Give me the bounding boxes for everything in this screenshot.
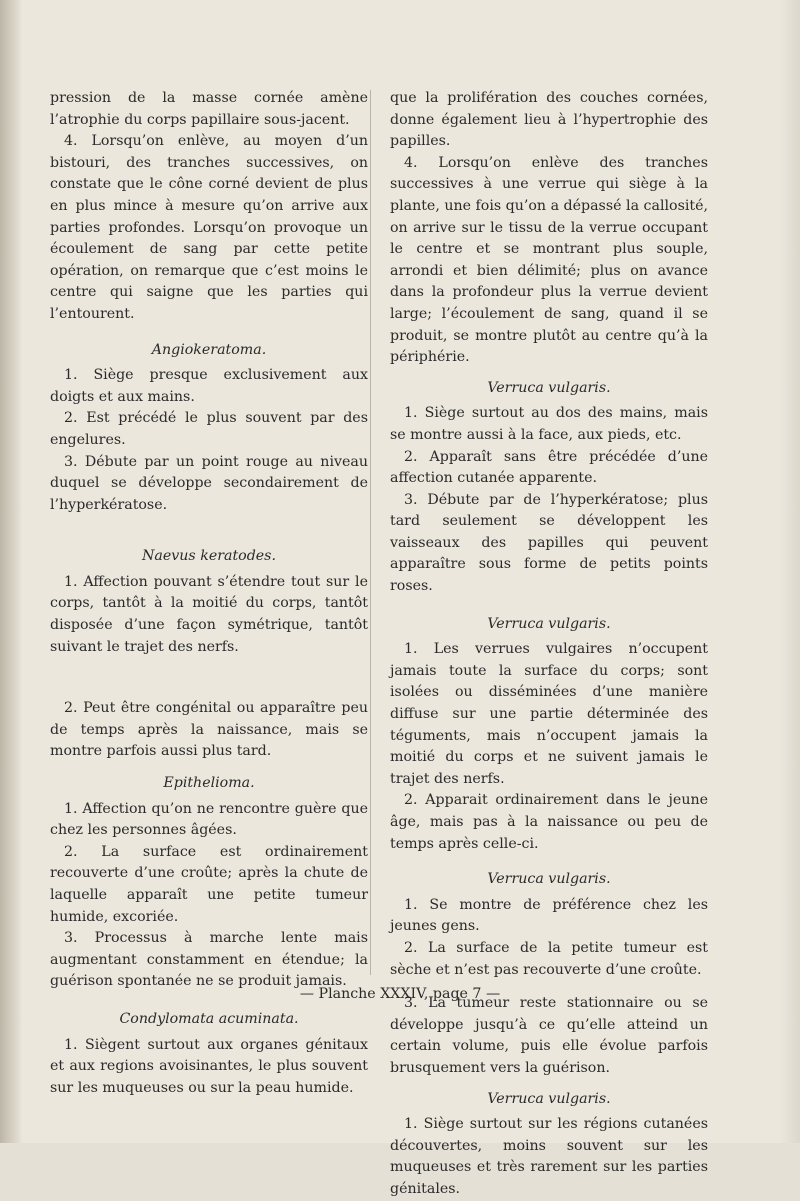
angiokeratoma-heading: Angiokeratoma.: [151, 341, 267, 358]
verruca1-item-1: 1. Siège surtout au dos des mains, mais se montre aussi à la face, aux pieds, etc.: [390, 405, 708, 443]
verruca2-item-2: 2. Apparait ordinairement dans le jeune âge, mais pas à la naissance ou peu de temps après celle-ci.: [390, 792, 708, 852]
verruca1-item-2: 2. Apparaît sans être précédée d’une affection cutanée apparente.: [390, 448, 708, 487]
naevus-item-2: 2. Peut être congénital ou apparaître peu de temps après la naissance, mais se montre parfois aussi plus tard.: [50, 700, 368, 760]
verruca-heading-3: Verruca vulgaris.: [487, 871, 611, 888]
verruca3-item-1: 1. Se montre de préférence chez les jeunes gens.: [390, 896, 708, 935]
angiokeratoma-item-3: 3. Débute par un point rouge au niveau duquel se développe secondairement de l’hyperkératose.: [50, 453, 368, 513]
right-intro-continuation: que la prolifération des couches cornées, donne également lieu à l’hypertrophie des papilles.: [390, 90, 708, 150]
condylomata-heading: Condylomata acuminata.: [119, 1010, 299, 1027]
left-intro-point-4: 4. Lorsqu’on enlève, au moyen d’un bistouri, des tranches successives, on constate que le cône corné devient de plus en plus mince à mesure qu’on arrive aux parties profondes. Lorsqu’on provoque un écoulement de sang par cette petite opération, on remarque que c’est moins le centre qui saigne que les parties qui l’entourent.: [50, 133, 368, 322]
epithelioma-heading: Epithelioma.: [163, 775, 255, 792]
binding-shadow: [0, 0, 22, 1143]
epithelioma-item-3: 3. Processus à marche lente mais augmentant constamment en étendue; la guérison spontanée ne se produit jamais.: [50, 930, 368, 990]
angiokeratoma-item-2: 2. Est précédé le plus souvent par des engelures.: [50, 410, 368, 448]
column-divider: [370, 90, 371, 975]
verruca-heading-2: Verruca vulgaris.: [487, 615, 611, 632]
verruca-heading-1: Verruca vulgaris.: [487, 379, 611, 396]
verruca1-item-3: 3. Débute par de l’hyperkératose; plus tard seulement se développent les vaisseaux des papilles qui peuvent apparaître sous forme de petits points roses.: [390, 491, 708, 595]
naevus-heading: Naevus keratodes.: [142, 548, 276, 565]
verruca2-item-1: 1. Les verrues vulgaires n’occupent jamais toute la surface du corps; sont isolées ou disséminées d’une manière diffuse sur une partie déterminée des téguments, mais n’occupent jamais la moitié du corps et ne suivent jamais le trajet des nerfs.: [390, 641, 708, 787]
verruca3-item-3: 3. La tumeur reste stationnaire ou se développe jusqu’à ce qu’elle atteind un certain volume, puis elle évolue parfois brusquement vers la guérison.: [390, 995, 708, 1076]
verruca4-item-1: 1. Siège surtout sur les régions cutanées découvertes, moins souvent sur les muqueuses et très rarement sur les parties génitales.: [390, 1116, 708, 1197]
epithelioma-item-1: 1. Affection qu’on ne rencontre guère que chez les personnes âgées.: [50, 800, 368, 839]
right-intro-point-4: 4. Lorsqu’on enlève des tranches successives à une verrue qui siège à la plante, une fois qu’on a dépassé la callosité, on arrive sur le tissu de la verrue occupant le centre et se montrant plus souple, arrondi et bien délimité; plus on avance dans la profondeur plus la verrue devient large; l’écoulement de sang, quand il se produit, se montre plutôt au centre qu’à la périphérie.: [390, 154, 708, 366]
page-footer: — Planche XXXIV, page 7 —: [299, 986, 501, 1002]
left-column: [50, 88, 368, 1099]
verruca-heading-4: Verruca vulgaris.: [487, 1090, 611, 1107]
epithelioma-item-2: 2. La surface est ordinairement recouverte d’une croûte; après la chute de laquelle apparaît une petite tumeur humide, excoriée.: [50, 843, 368, 925]
condylomata-item-1: 1. Siègent surtout aux organes génitaux et aux regions avoisinantes, le plus souvent sur les muqueuses ou sur la peau humide.: [50, 1036, 368, 1096]
naevus-item-1: 1. Affection pouvant s’étendre tout sur le corps, tantôt à la moitié du corps, tantôt disposée d’une façon symétrique, tantôt suivant le trajet des nerfs.: [50, 573, 368, 655]
right-column: [390, 88, 708, 1201]
angiokeratoma-item-1: 1. Siège presque exclusivement aux doigts et aux mains.: [50, 367, 368, 405]
verruca3-item-2: 2. La surface de la petite tumeur est sèche et n’est pas recouverte d’une croûte.: [390, 939, 708, 978]
left-intro-continuation: pression de la masse cornée amène l’atrophie du corps papillaire sous-jacent.: [50, 90, 368, 128]
